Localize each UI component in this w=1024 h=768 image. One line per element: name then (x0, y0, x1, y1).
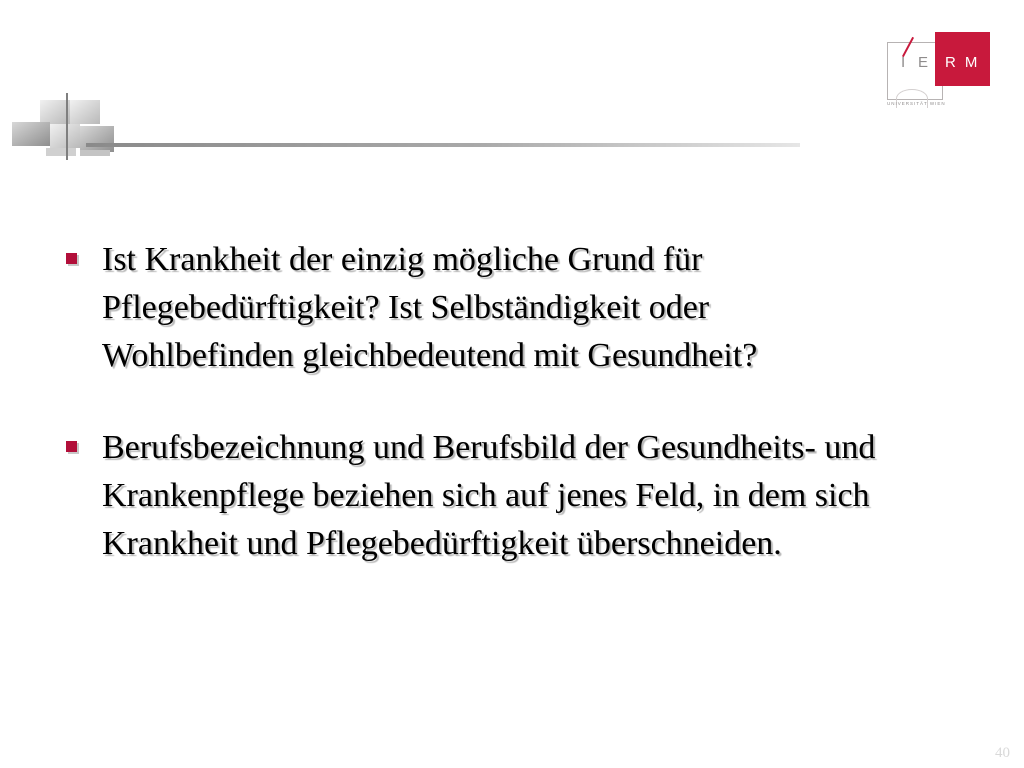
logo-subtitle: UNIVERSITÄT WIEN (887, 101, 946, 106)
deco-block (80, 150, 110, 156)
ierm-logo (887, 32, 990, 108)
deco-block (12, 122, 50, 146)
bullet-item (66, 424, 906, 568)
deco-block (70, 100, 100, 124)
deco-block (50, 124, 80, 148)
logo-letter-e: E (918, 54, 929, 71)
deco-block (80, 126, 114, 152)
bullet-square-icon (66, 441, 77, 452)
deco-block (46, 148, 76, 156)
bullet-text: Ist Krankheit der einzig mögliche Grund für Pflegebedürftigkeit? Ist Selbständigkeit oder Wohlbefinden gleichbedeutend mit Gesundheit? (102, 241, 758, 374)
deco-block (40, 100, 70, 124)
logo-letter-i: I (901, 54, 908, 71)
header-decoration (0, 0, 820, 170)
header-rule (86, 143, 800, 147)
page-number: 40 (995, 745, 1010, 761)
bullet-square-icon (66, 253, 77, 264)
logo-letters-rm: RM (945, 54, 987, 71)
bullet-text: Berufsbezeichnung und Berufsbild der Gesundheits- und Krankenpflege beziehen sich auf jenes Feld, in dem sich Krankheit und Pflegebedürftigkeit überschneiden. (102, 429, 876, 562)
bullet-list (66, 236, 906, 612)
bullet-item (66, 236, 906, 380)
